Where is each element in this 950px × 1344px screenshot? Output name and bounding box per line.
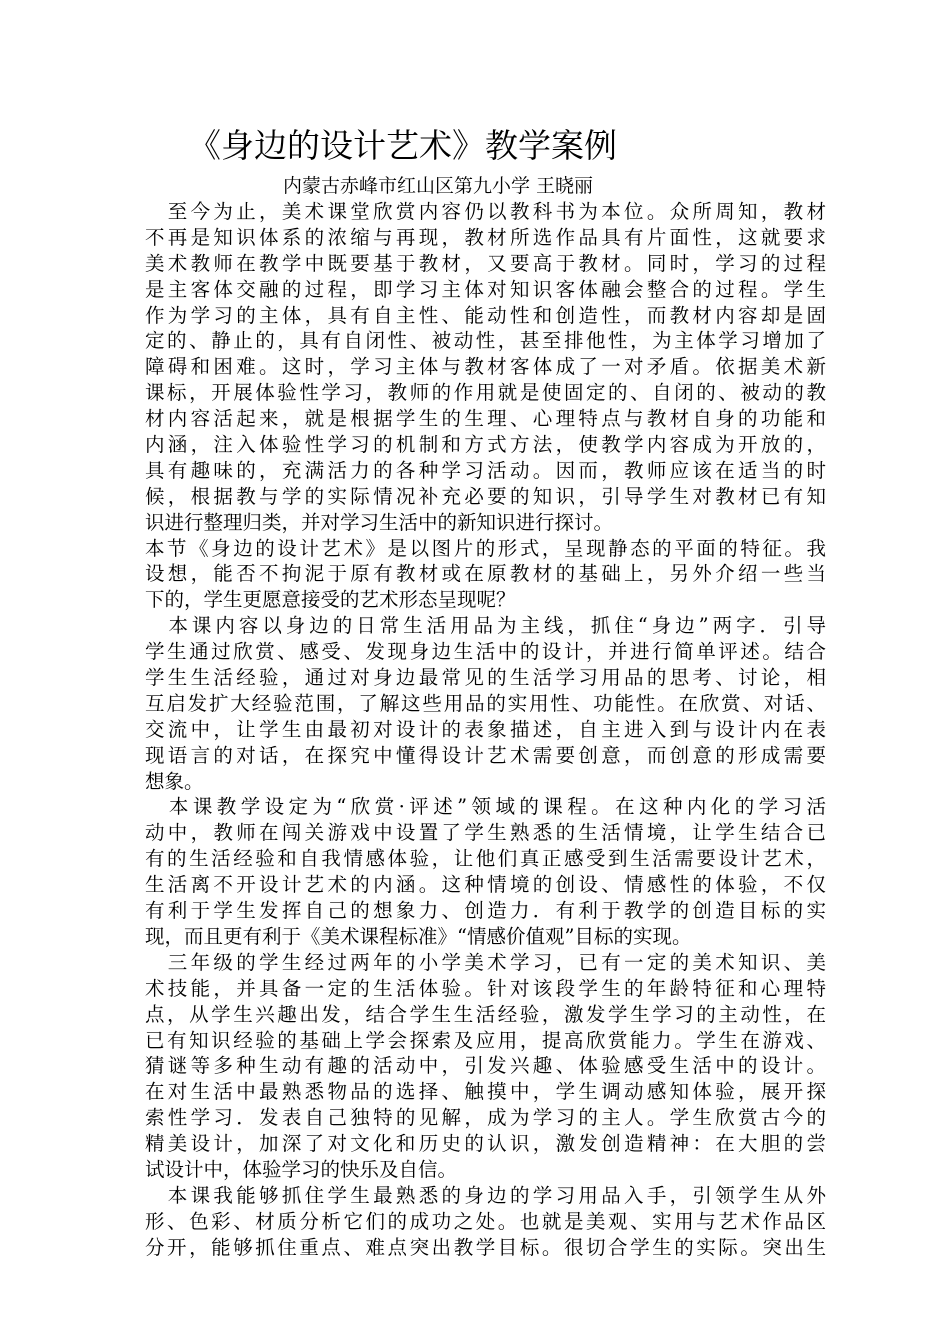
text-line: 内涵，注入体验性学习的机制和方式方法，使教学内容成为开放的， (145, 433, 826, 457)
text-line: 现，而且更有利于《美术课程标准》“情感价值观”目标的实现。 (145, 924, 692, 948)
text-line: 精美设计，加深了对文化和历史的认识，激发创造精神：在大胆的尝 (145, 1132, 826, 1156)
author-line: 内蒙古赤峰市红山区第九小学 王晓丽 (283, 175, 594, 197)
text-line: 是主客体交融的过程，即学习主体对知识客体融会整合的过程。学生 (145, 277, 826, 301)
text-line: 有的生活经验和自我情感体验，让他们真正感受到生活需要设计艺术， (145, 847, 826, 871)
text-line: 动中，教师在闯关游戏中设置了学生熟悉的生活情境，让学生结合已 (145, 821, 826, 845)
document-title: 《身边的设计艺术》教学案例 (188, 126, 617, 165)
text-line: 至今为止，美术课堂欣赏内容仍以教科书为本位。众所周知，教材 (145, 200, 826, 223)
text-line: 不再是知识体系的浓缩与再现，教材所选作品具有片面性，这就要求 (145, 225, 826, 249)
text-line: 作为学习的主体，具有自主性、能动性和创造性，而教材内容却是固 (145, 303, 826, 327)
text-line: 形、色彩、材质分析它们的成功之处。也就是美观、实用与艺术作品区 (145, 1209, 826, 1233)
text-line: 课标，开展体验性学习，教师的作用就是使固定的、自闭的、被动的教 (145, 381, 826, 405)
text-line: 在对生活中最熟悉物品的选择、触摸中，学生调动感知体验，展开探 (145, 1080, 826, 1104)
text-line: 想象。 (145, 769, 204, 793)
text-line: 交流中，让学生由最初对设计的表象描述，自主进入到与设计内在表 (145, 717, 826, 741)
text-line: 现语言的对话，在探究中懂得设计艺术需要创意，而创意的形成需要 (145, 743, 826, 767)
text-line: 候，根据教与学的实际情况补充必要的知识，引导学生对教材已有知 (145, 484, 826, 508)
text-line: 本节《身边的设计艺术》是以图片的形式，呈现静态的平面的特征。我 (145, 536, 826, 560)
text-line: 互启发扩大经验范围，了解这些用品的实用性、功能性。在欣赏、对话、 (145, 691, 826, 715)
body-text (145, 199, 826, 1261)
text-line: 猜谜等多种生动有趣的活动中，引发兴趣、体验感受生活中的设计。 (145, 1054, 826, 1078)
text-line: 障碍和困难。这时，学习主体与教材客体成了一对矛盾。依据美术新 (145, 355, 826, 379)
text-line: 定的、静止的，具有自闭性、被动性，甚至排他性，为主体学习增加了 (145, 329, 826, 353)
text-line: 分开，能够抓住重点、难点突出教学目标。很切合学生的实际。突出生 (145, 1235, 826, 1259)
text-line: 生活离不开设计艺术的内涵。这种情境的创设、情感性的体验，不仅 (145, 873, 826, 897)
text-line: 本课教学设定为“欣赏·评述”领域的课程。在这种内化的学习活 (145, 795, 826, 819)
text-line: 索性学习．发表自己独特的见解，成为学习的主人。学生欣赏古今的 (145, 1106, 826, 1130)
text-line: 三年级的学生经过两年的小学美术学习，已有一定的美术知识、美 (145, 950, 826, 974)
text-line: 设想，能否不拘泥于原有教材或在原教材的基础上，另外介绍一些当 (145, 562, 826, 586)
text-line: 试设计中，体验学习的快乐及自信。 (145, 1157, 458, 1181)
text-line: 本课我能够抓住学生最熟悉的身边的学习用品入手，引领学生从外 (145, 1183, 826, 1207)
text-line: 有利于学生发挥自己的想象力、创造力．有利于教学的创造目标的实 (145, 899, 826, 923)
text-line: 学生通过欣赏、感受、发现身边生活中的设计，并进行简单评述。结合 (145, 640, 826, 664)
text-line: 材内容活起来，就是根据学生的生理、心理特点与教材自身的功能和 (145, 407, 826, 431)
text-line: 学生生活经验，通过对身边最常见的生活学习用品的思考、讨论，相 (145, 666, 826, 690)
text-line: 本课内容以身边的日常生活用品为主线，抓住“身边”两字．引导 (145, 614, 826, 638)
text-line: 点，从学生兴趣出发，结合学生生活经验，激发学生学习的主动性，在 (145, 1002, 826, 1026)
text-line: 美术教师在教学中既要基于教材，又要高于教材。同时，学习的过程 (145, 251, 826, 275)
text-line: 下的，学生更愿意接受的艺术形态呈现呢？ (145, 588, 516, 612)
text-line: 术技能，并具备一定的生活体验。针对该段学生的年龄特征和心理特 (145, 976, 826, 1000)
text-line: 已有知识经验的基础上学会探索及应用，提高欣赏能力。学生在游戏、 (145, 1028, 826, 1052)
text-line: 识进行整理归类，并对学习生活中的新知识进行探讨。 (145, 510, 614, 534)
text-line: 具有趣味的，充满活力的各种学习活动。因而，教师应该在适当的时 (145, 458, 826, 482)
